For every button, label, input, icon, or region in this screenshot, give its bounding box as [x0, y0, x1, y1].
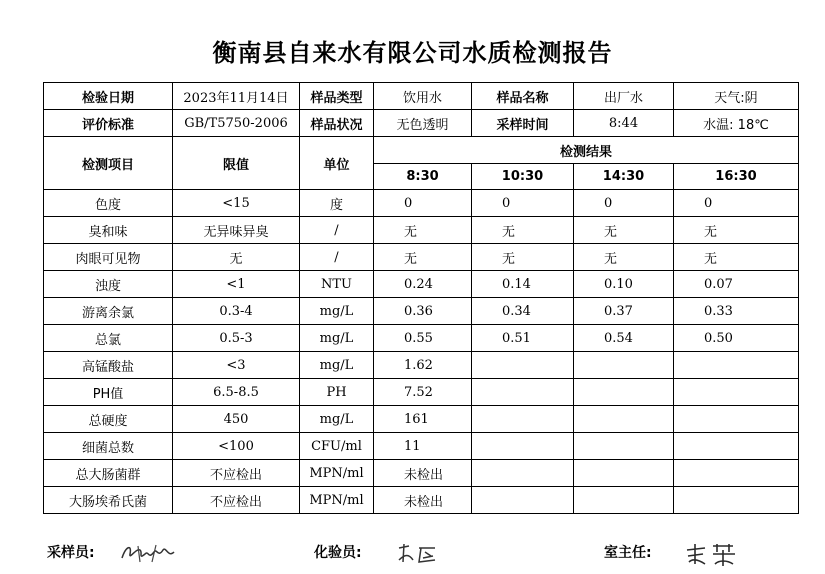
result-cell: 无: [674, 244, 799, 271]
data-row: [44, 325, 799, 352]
result-cell: [472, 379, 574, 406]
unit-cell: /: [300, 244, 374, 271]
limit-cell: <15: [173, 190, 300, 217]
item-column-header: 检测项目: [44, 137, 173, 190]
limit-cell: 450: [173, 406, 300, 433]
result-cell: 0: [674, 190, 799, 217]
sample-name-label: 样品名称: [472, 83, 574, 110]
limit-cell: 0.3-4: [173, 298, 300, 325]
item-name-cell: 肉眼可见物: [44, 244, 173, 271]
limit-cell: 6.5-8.5: [173, 379, 300, 406]
result-cell: [472, 352, 574, 379]
result-cell: [574, 406, 674, 433]
tester-signature: [395, 540, 445, 566]
data-row: [44, 298, 799, 325]
results-column-header: 检测结果: [374, 137, 799, 164]
unit-cell: CFU/ml: [300, 433, 374, 460]
limit-cell: <1: [173, 271, 300, 298]
result-cell: [574, 487, 674, 514]
result-cell: 未检出: [374, 460, 472, 487]
standard-label: 评价标准: [44, 110, 173, 137]
result-cell: [674, 460, 799, 487]
result-cell: 无: [674, 217, 799, 244]
result-cell: 0: [574, 190, 674, 217]
item-name-cell: PH值: [44, 379, 173, 406]
result-cell: [574, 352, 674, 379]
result-cell: 0.37: [574, 298, 674, 325]
report-table: [43, 82, 799, 514]
limit-cell: 无异味异臭: [173, 217, 300, 244]
result-cell: 无: [574, 244, 674, 271]
result-cell: [472, 487, 574, 514]
sample-type-value: 饮用水: [374, 83, 472, 110]
inspect-date-label: 检验日期: [44, 83, 173, 110]
report-title: 衡南县自来水有限公司水质检测报告: [212, 39, 613, 67]
result-cell: 无: [374, 244, 472, 271]
item-name-cell: 高锰酸盐: [44, 352, 173, 379]
unit-cell: mg/L: [300, 406, 374, 433]
item-name-cell: 总氯: [44, 325, 173, 352]
signature-footer: [0, 540, 825, 568]
result-cell: [674, 433, 799, 460]
unit-cell: PH: [300, 379, 374, 406]
sample-name-value: 出厂水: [574, 83, 674, 110]
result-cell: [574, 433, 674, 460]
limit-cell: <3: [173, 352, 300, 379]
header-row-1: [44, 83, 799, 110]
unit-column-header: 单位: [300, 137, 374, 190]
unit-cell: mg/L: [300, 298, 374, 325]
sampling-time-value: 8:44: [574, 110, 674, 137]
limit-cell: 无: [173, 244, 300, 271]
data-row: [44, 352, 799, 379]
data-row: [44, 379, 799, 406]
result-cell: 0: [472, 190, 574, 217]
unit-cell: MPN/ml: [300, 460, 374, 487]
result-cell: 7.52: [374, 379, 472, 406]
limit-cell: 不应检出: [173, 460, 300, 487]
result-cell: [674, 379, 799, 406]
result-cell: 0.55: [374, 325, 472, 352]
unit-cell: NTU: [300, 271, 374, 298]
result-cell: [574, 460, 674, 487]
item-name-cell: 臭和味: [44, 217, 173, 244]
data-row: [44, 487, 799, 514]
sample-type-label: 样品类型: [300, 83, 374, 110]
result-cell: [574, 379, 674, 406]
sample-state-value: 无色透明: [374, 110, 472, 137]
header-row-2: [44, 110, 799, 137]
result-cell: 无: [472, 244, 574, 271]
limit-cell: <100: [173, 433, 300, 460]
result-cell: [472, 406, 574, 433]
result-cell: 未检出: [374, 487, 472, 514]
item-name-cell: 细菌总数: [44, 433, 173, 460]
result-cell: [674, 406, 799, 433]
tester-label: 化验员:: [314, 545, 362, 561]
water-temp-value: 水温: 18℃: [674, 110, 799, 137]
result-cell: [472, 433, 574, 460]
result-cell: 11: [374, 433, 472, 460]
column-header-row: [44, 137, 799, 164]
result-cell: 161: [374, 406, 472, 433]
weather-value: 天气:阴: [674, 83, 799, 110]
sampler-label: 采样员:: [47, 545, 95, 561]
item-name-cell: 大肠埃希氏菌: [44, 487, 173, 514]
result-cell: 0.33: [674, 298, 799, 325]
unit-cell: mg/L: [300, 325, 374, 352]
data-row: [44, 406, 799, 433]
data-row: [44, 244, 799, 271]
result-cell: 0.24: [374, 271, 472, 298]
result-cell: 0.14: [472, 271, 574, 298]
unit-cell: MPN/ml: [300, 487, 374, 514]
inspect-date-value: 2023年11月14日: [173, 83, 300, 110]
result-cell: 0.07: [674, 271, 799, 298]
result-cell: 0.51: [472, 325, 574, 352]
result-cell: 0.50: [674, 325, 799, 352]
sampling-time-label: 采样时间: [472, 110, 574, 137]
result-cell: [674, 352, 799, 379]
time-header-1630: 16:30: [674, 164, 799, 190]
item-name-cell: 浊度: [44, 271, 173, 298]
result-cell: 0.10: [574, 271, 674, 298]
result-cell: 0: [374, 190, 472, 217]
result-cell: 0.34: [472, 298, 574, 325]
result-cell: 0.36: [374, 298, 472, 325]
result-cell: 无: [374, 217, 472, 244]
result-cell: [674, 487, 799, 514]
sample-state-label: 样品状况: [300, 110, 374, 137]
data-row: [44, 190, 799, 217]
limit-cell: 不应检出: [173, 487, 300, 514]
result-cell: [472, 460, 574, 487]
data-row: [44, 433, 799, 460]
director-signature: [683, 540, 743, 568]
result-cell: 无: [574, 217, 674, 244]
time-header-1030: 10:30: [472, 164, 574, 190]
item-name-cell: 总硬度: [44, 406, 173, 433]
unit-cell: mg/L: [300, 352, 374, 379]
data-row: [44, 217, 799, 244]
time-header-0830: 8:30: [374, 164, 472, 190]
result-cell: 0.54: [574, 325, 674, 352]
unit-cell: 度: [300, 190, 374, 217]
time-header-1430: 14:30: [574, 164, 674, 190]
result-cell: 无: [472, 217, 574, 244]
item-name-cell: 色度: [44, 190, 173, 217]
sampler-signature: [118, 540, 180, 566]
limit-column-header: 限值: [173, 137, 300, 190]
data-row: [44, 271, 799, 298]
item-name-cell: 总大肠菌群: [44, 460, 173, 487]
director-label: 室主任:: [604, 545, 652, 561]
limit-cell: 0.5-3: [173, 325, 300, 352]
unit-cell: /: [300, 217, 374, 244]
standard-value: GB/T5750-2006: [173, 110, 300, 137]
data-row: [44, 460, 799, 487]
item-name-cell: 游离余氯: [44, 298, 173, 325]
result-cell: 1.62: [374, 352, 472, 379]
